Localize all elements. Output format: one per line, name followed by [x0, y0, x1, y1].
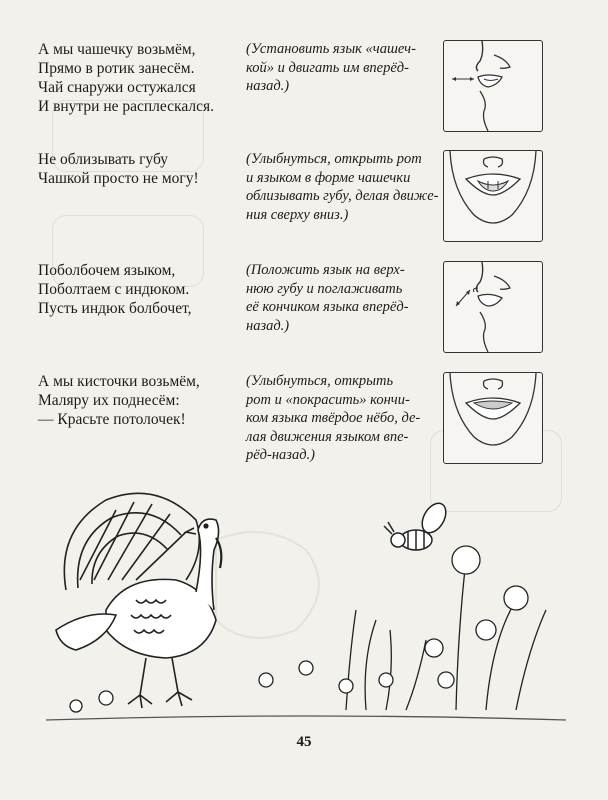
- verse-2: Не облизывать губу Чашкой просто не могу!: [38, 151, 199, 187]
- instruction-3: (Положить язык на верх- нюю губу и поглаживать её кончиком языка вперёд- назад.): [246, 262, 409, 334]
- turkey-icon: [56, 493, 221, 708]
- page-number: 45: [296, 734, 312, 750]
- verse-3: Поболбочем языком, Поболтаем с индюком. Пусть индюк болбочет,: [38, 262, 192, 317]
- verse-4: А мы кисточки возьмём, Маляру их поднесём: — Красьте потолочек!: [38, 373, 200, 428]
- instruction-4: (Улыбнуться, открыть рот и «покрасить» кончи- ком языка твёрдое нёбо, де- лая движения языком впе- рёд-назад.): [246, 373, 421, 463]
- turkey-bee-flowers-illustration: [46, 480, 566, 730]
- face-lick-lip-image: [443, 150, 543, 242]
- instruction-2: (Улыбнуться, открыть рот и языком в форме чашечки облизывать губу, делая движе- ния сверху вниз.): [246, 151, 439, 223]
- bee-icon: [384, 499, 451, 550]
- face-paint-palate-image: [443, 372, 543, 464]
- face-upper-lip-image: [443, 261, 543, 353]
- instruction-1: (Установить язык «чашеч- кой» и двигать им вперёд- назад.): [246, 41, 416, 94]
- face-cup-tongue-image: [443, 40, 543, 132]
- verse-1: А мы чашечку возьмём, Прямо в ротик занесём. Чай снаружи остужался И внутри не расплескался.: [38, 41, 214, 115]
